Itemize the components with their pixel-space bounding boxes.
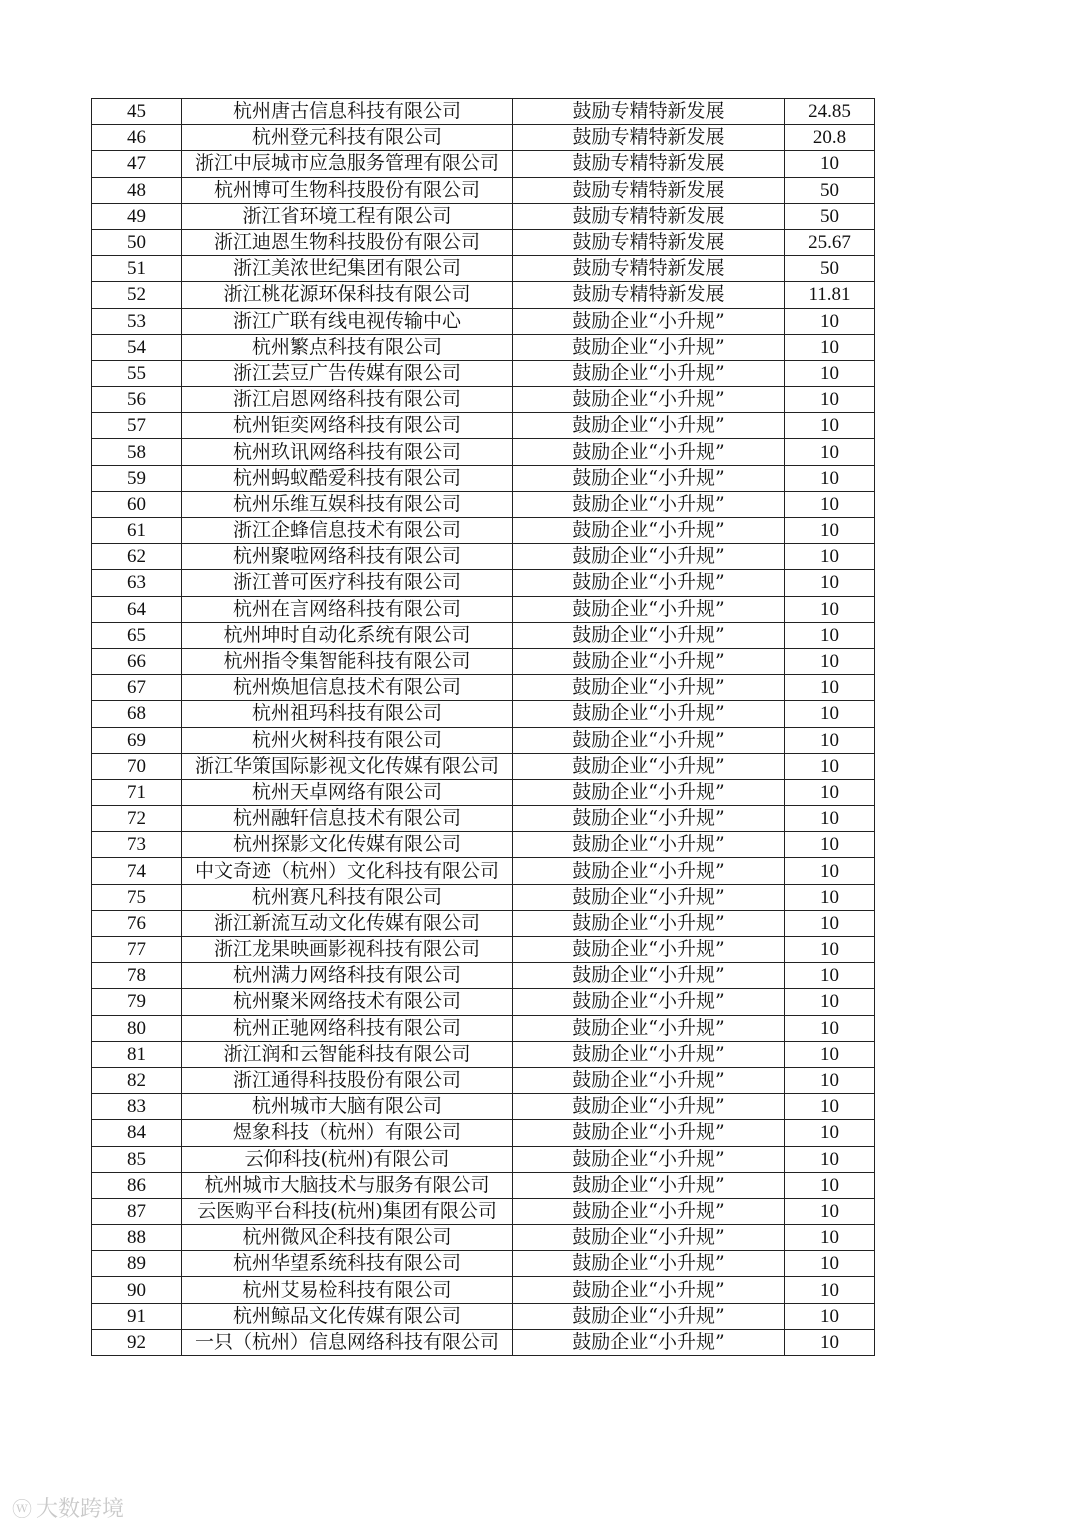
company-name: 云仰科技(杭州)有限公司 [182,1146,513,1172]
row-number: 72 [92,806,182,832]
subsidy-category: 鼓励专精特新发展 [513,256,785,282]
subsidy-amount: 10 [785,413,875,439]
table-row [92,1225,875,1251]
subsidy-amount: 10 [785,779,875,805]
row-number: 67 [92,675,182,701]
subsidy-amount: 10 [785,1015,875,1041]
table-row [92,648,875,674]
table-row [92,282,875,308]
subsidy-category: 鼓励企业“小升规” [513,308,785,334]
row-number: 79 [92,989,182,1015]
table-row [92,334,875,360]
table-row [92,1120,875,1146]
company-name: 浙江桃花源环保科技有限公司 [182,282,513,308]
subsidy-amount: 10 [785,989,875,1015]
subsidy-category: 鼓励企业“小升规” [513,622,785,648]
company-name: 杭州正驰网络科技有限公司 [182,1015,513,1041]
table-row [92,387,875,413]
subsidy-category: 鼓励企业“小升规” [513,1329,785,1355]
subsidy-amount: 10 [785,596,875,622]
row-number: 89 [92,1251,182,1277]
row-number: 91 [92,1303,182,1329]
subsidy-amount: 10 [785,1277,875,1303]
subsidy-category: 鼓励企业“小升规” [513,858,785,884]
company-name: 杭州火树科技有限公司 [182,727,513,753]
row-number: 86 [92,1172,182,1198]
company-name: 浙江新流互动文化传媒有限公司 [182,910,513,936]
subsidy-amount: 10 [785,308,875,334]
table-row [92,989,875,1015]
subsidy-category: 鼓励专精特新发展 [513,99,785,125]
row-number: 57 [92,413,182,439]
subsidy-category: 鼓励企业“小升规” [513,1277,785,1303]
row-number: 80 [92,1015,182,1041]
subsidy-amount: 10 [785,858,875,884]
table-row [92,675,875,701]
subsidy-amount: 10 [785,1146,875,1172]
subsidy-amount: 25.67 [785,229,875,255]
subsidy-category: 鼓励企业“小升规” [513,1251,785,1277]
company-name: 杭州艾易检科技有限公司 [182,1277,513,1303]
subsidy-amount: 20.8 [785,125,875,151]
company-name: 浙江华策国际影视文化传媒有限公司 [182,753,513,779]
company-name: 杭州蚂蚁酷爱科技有限公司 [182,465,513,491]
company-name: 杭州博可生物科技股份有限公司 [182,177,513,203]
row-number: 50 [92,229,182,255]
subsidy-category: 鼓励企业“小升规” [513,360,785,386]
subsidy-category: 鼓励企业“小升规” [513,491,785,517]
row-number: 81 [92,1041,182,1067]
row-number: 53 [92,308,182,334]
table-row [92,1067,875,1093]
subsidy-category: 鼓励企业“小升规” [513,648,785,674]
row-number: 51 [92,256,182,282]
subsidy-category: 鼓励企业“小升规” [513,675,785,701]
subsidy-category: 鼓励企业“小升规” [513,1303,785,1329]
table-row [92,125,875,151]
row-number: 76 [92,910,182,936]
subsidy-amount: 10 [785,1303,875,1329]
row-number: 62 [92,544,182,570]
row-number: 52 [92,282,182,308]
subsidy-category: 鼓励企业“小升规” [513,1172,785,1198]
company-name: 杭州祖玛科技有限公司 [182,701,513,727]
table-row [92,360,875,386]
company-name: 中文奇迹（杭州）文化科技有限公司 [182,858,513,884]
company-name: 杭州聚啦网络科技有限公司 [182,544,513,570]
subsidy-amount: 10 [785,648,875,674]
subsidy-category: 鼓励专精特新发展 [513,177,785,203]
subsidy-amount: 10 [785,491,875,517]
table-row [92,884,875,910]
row-number: 55 [92,360,182,386]
table-row [92,1015,875,1041]
row-number: 90 [92,1277,182,1303]
subsidy-category: 鼓励企业“小升规” [513,544,785,570]
table-row [92,937,875,963]
company-name: 杭州指令集智能科技有限公司 [182,648,513,674]
company-name: 浙江通得科技股份有限公司 [182,1067,513,1093]
subsidy-amount: 10 [785,387,875,413]
subsidy-category: 鼓励企业“小升规” [513,1015,785,1041]
subsidy-category: 鼓励专精特新发展 [513,151,785,177]
table-row [92,910,875,936]
table-row [92,596,875,622]
company-name: 杭州鲸品文化传媒有限公司 [182,1303,513,1329]
watermark-text: 大数跨境 [36,1497,125,1522]
subsidy-category: 鼓励企业“小升规” [513,518,785,544]
subsidy-category: 鼓励企业“小升规” [513,1067,785,1093]
subsidy-category: 鼓励企业“小升规” [513,413,785,439]
company-name: 杭州繁点科技有限公司 [182,334,513,360]
row-number: 68 [92,701,182,727]
table-row [92,701,875,727]
subsidy-category: 鼓励企业“小升规” [513,596,785,622]
subsidy-amount: 10 [785,570,875,596]
subsidy-amount: 10 [785,937,875,963]
company-name: 浙江省环境工程有限公司 [182,203,513,229]
subsidy-amount: 50 [785,203,875,229]
row-number: 48 [92,177,182,203]
subsidy-category: 鼓励企业“小升规” [513,465,785,491]
row-number: 77 [92,937,182,963]
row-number: 59 [92,465,182,491]
subsidy-category: 鼓励企业“小升规” [513,1198,785,1224]
row-number: 84 [92,1120,182,1146]
row-number: 78 [92,963,182,989]
subsidy-amount: 10 [785,1120,875,1146]
subsidy-category: 鼓励企业“小升规” [513,832,785,858]
row-number: 64 [92,596,182,622]
subsidy-amount: 10 [785,465,875,491]
company-name: 浙江润和云智能科技有限公司 [182,1041,513,1067]
table-row [92,256,875,282]
row-number: 65 [92,622,182,648]
subsidy-category: 鼓励专精特新发展 [513,282,785,308]
row-number: 46 [92,125,182,151]
company-name: 浙江芸豆广告传媒有限公司 [182,360,513,386]
table-row [92,622,875,648]
row-number: 92 [92,1329,182,1355]
row-number: 85 [92,1146,182,1172]
table-row [92,439,875,465]
subsidy-amount: 10 [785,727,875,753]
subsidy-amount: 10 [785,806,875,832]
row-number: 49 [92,203,182,229]
row-number: 60 [92,491,182,517]
row-number: 45 [92,99,182,125]
subsidy-amount: 10 [785,518,875,544]
company-name: 杭州焕旭信息技术有限公司 [182,675,513,701]
table-row [92,806,875,832]
table-row [92,465,875,491]
table-row [92,727,875,753]
table-row [92,570,875,596]
row-number: 83 [92,1094,182,1120]
table-row [92,1277,875,1303]
table-row [92,203,875,229]
subsidy-amount: 10 [785,910,875,936]
subsidy-amount: 10 [785,1041,875,1067]
subsidy-amount: 10 [785,675,875,701]
subsidy-category: 鼓励专精特新发展 [513,203,785,229]
company-name: 杭州聚米网络技术有限公司 [182,989,513,1015]
row-number: 82 [92,1067,182,1093]
company-name: 浙江中辰城市应急服务管理有限公司 [182,151,513,177]
subsidy-amount: 10 [785,832,875,858]
table-row [92,308,875,334]
subsidy-category: 鼓励企业“小升规” [513,884,785,910]
subsidy-amount: 10 [785,1172,875,1198]
subsidy-amount: 24.85 [785,99,875,125]
subsidy-category: 鼓励企业“小升规” [513,963,785,989]
row-number: 74 [92,858,182,884]
table-row [92,1094,875,1120]
subsidy-amount: 11.81 [785,282,875,308]
row-number: 56 [92,387,182,413]
company-name: 杭州微风企科技有限公司 [182,1225,513,1251]
company-name: 云医购平台科技(杭州)集团有限公司 [182,1198,513,1224]
company-name: 杭州融轩信息技术有限公司 [182,806,513,832]
company-name: 杭州满力网络科技有限公司 [182,963,513,989]
subsidy-category: 鼓励企业“小升规” [513,334,785,360]
row-number: 54 [92,334,182,360]
row-number: 70 [92,753,182,779]
table-row [92,229,875,255]
subsidy-category: 鼓励企业“小升规” [513,439,785,465]
table-row [92,1146,875,1172]
table-row [92,491,875,517]
row-number: 47 [92,151,182,177]
company-name: 煜象科技（杭州）有限公司 [182,1120,513,1146]
table-row [92,1041,875,1067]
subsidy-amount: 10 [785,439,875,465]
row-number: 69 [92,727,182,753]
subsidy-amount: 10 [785,1225,875,1251]
company-name: 浙江启恩网络科技有限公司 [182,387,513,413]
subsidy-table [91,98,875,1356]
table-row [92,963,875,989]
table-row [92,177,875,203]
company-name: 杭州坤时自动化系统有限公司 [182,622,513,648]
subsidy-amount: 10 [785,622,875,648]
table-row [92,99,875,125]
table-row [92,1172,875,1198]
company-name: 杭州城市大脑有限公司 [182,1094,513,1120]
table-row [92,858,875,884]
table-row [92,753,875,779]
subsidy-amount: 10 [785,334,875,360]
table-row [92,544,875,570]
company-name: 杭州城市大脑技术与服务有限公司 [182,1172,513,1198]
company-name: 浙江广联有线电视传输中心 [182,308,513,334]
subsidy-category: 鼓励专精特新发展 [513,229,785,255]
row-number: 58 [92,439,182,465]
table-body [92,99,875,1356]
subsidy-amount: 10 [785,884,875,910]
subsidy-category: 鼓励企业“小升规” [513,387,785,413]
company-name: 杭州登元科技有限公司 [182,125,513,151]
row-number: 75 [92,884,182,910]
watermark [12,1492,124,1523]
company-name: 杭州天卓网络有限公司 [182,779,513,805]
subsidy-amount: 50 [785,256,875,282]
subsidy-category: 鼓励专精特新发展 [513,125,785,151]
subsidy-category: 鼓励企业“小升规” [513,937,785,963]
row-number: 66 [92,648,182,674]
subsidy-amount: 50 [785,177,875,203]
subsidy-category: 鼓励企业“小升规” [513,753,785,779]
subsidy-amount: 10 [785,1251,875,1277]
subsidy-category: 鼓励企业“小升规” [513,806,785,832]
company-name: 杭州华望系统科技有限公司 [182,1251,513,1277]
subsidy-category: 鼓励企业“小升规” [513,701,785,727]
company-name: 浙江普可医疗科技有限公司 [182,570,513,596]
table-row [92,1198,875,1224]
company-name: 杭州唐古信息科技有限公司 [182,99,513,125]
subsidy-amount: 10 [785,544,875,570]
row-number: 71 [92,779,182,805]
subsidy-category: 鼓励企业“小升规” [513,1041,785,1067]
row-number: 63 [92,570,182,596]
subsidy-amount: 10 [785,963,875,989]
company-name: 一只（杭州）信息网络科技有限公司 [182,1329,513,1355]
table-row [92,779,875,805]
company-name: 杭州在言网络科技有限公司 [182,596,513,622]
row-number: 87 [92,1198,182,1224]
subsidy-amount: 10 [785,1094,875,1120]
table-row [92,1251,875,1277]
table-row [92,1329,875,1355]
subsidy-amount: 10 [785,360,875,386]
subsidy-category: 鼓励企业“小升规” [513,989,785,1015]
subsidy-category: 鼓励企业“小升规” [513,727,785,753]
row-number: 88 [92,1225,182,1251]
company-name: 浙江迪恩生物科技股份有限公司 [182,229,513,255]
company-name: 浙江企蜂信息技术有限公司 [182,518,513,544]
weibo-logo-icon: ⓦ [12,1497,32,1521]
subsidy-category: 鼓励企业“小升规” [513,1094,785,1120]
subsidy-amount: 10 [785,1067,875,1093]
subsidy-category: 鼓励企业“小升规” [513,779,785,805]
company-name: 浙江美浓世纪集团有限公司 [182,256,513,282]
subsidy-category: 鼓励企业“小升规” [513,1120,785,1146]
table-row [92,151,875,177]
subsidy-amount: 10 [785,1198,875,1224]
company-name: 杭州赛凡科技有限公司 [182,884,513,910]
subsidy-amount: 10 [785,701,875,727]
company-name: 杭州玖讯网络科技有限公司 [182,439,513,465]
table-row [92,832,875,858]
subsidy-amount: 10 [785,1329,875,1355]
company-name: 浙江龙果映画影视科技有限公司 [182,937,513,963]
table-row [92,518,875,544]
subsidy-category: 鼓励企业“小升规” [513,1225,785,1251]
company-name: 杭州探影文化传媒有限公司 [182,832,513,858]
company-name: 杭州钜奕网络科技有限公司 [182,413,513,439]
row-number: 61 [92,518,182,544]
subsidy-category: 鼓励企业“小升规” [513,910,785,936]
subsidy-category: 鼓励企业“小升规” [513,570,785,596]
subsidy-amount: 10 [785,753,875,779]
table-row [92,1303,875,1329]
subsidy-category: 鼓励企业“小升规” [513,1146,785,1172]
subsidy-amount: 10 [785,151,875,177]
table-row [92,413,875,439]
row-number: 73 [92,832,182,858]
company-name: 杭州乐维互娱科技有限公司 [182,491,513,517]
